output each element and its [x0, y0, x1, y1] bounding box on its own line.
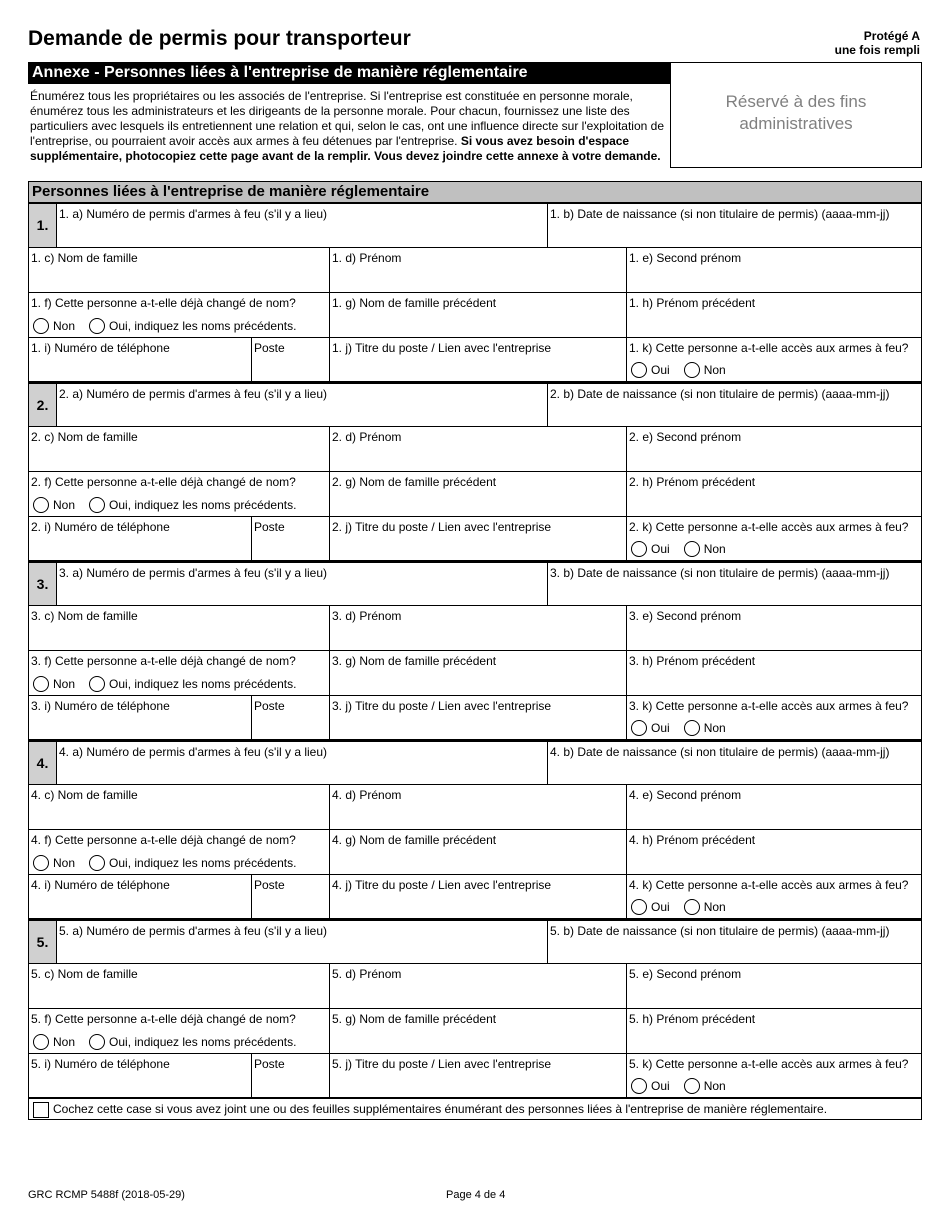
- job-title-field[interactable]: [329, 695, 627, 740]
- birth-date-label: 3. b) Date de naissance (si non titulaire de permis) (aaaa-mm-jj): [550, 566, 890, 580]
- first-name-field[interactable]: [329, 605, 627, 651]
- name-change-label: 3. f) Cette personne a-t-elle déjà changé de nom?: [31, 654, 296, 668]
- name-change-question: [28, 292, 330, 338]
- additional-sheets-row: [28, 1098, 922, 1120]
- extension-field[interactable]: [251, 695, 330, 740]
- firearms-licence-label: 3. a) Numéro de permis d'armes à feu (s'il y a lieu): [59, 566, 328, 580]
- middle-name-field[interactable]: [626, 426, 922, 472]
- phone-field[interactable]: [28, 516, 252, 561]
- previous-last-name-field[interactable]: [329, 471, 627, 517]
- extension-label: Poste: [254, 341, 285, 355]
- first-name-label: 1. d) Prénom: [332, 251, 402, 265]
- firearms-licence-field[interactable]: [56, 382, 548, 427]
- firearms-licence-label: 2. a) Numéro de permis d'armes à feu (s'il y a lieu): [59, 387, 328, 401]
- firearms-licence-field[interactable]: [56, 561, 548, 606]
- firearms-access-no-radio[interactable]: [684, 720, 700, 736]
- firearms-access-question: [626, 1053, 922, 1098]
- previous-last-name-field[interactable]: [329, 650, 627, 696]
- name-change-options: [31, 854, 308, 871]
- name-change-yes-radio[interactable]: [89, 855, 105, 871]
- firearms-licence-field[interactable]: [56, 740, 548, 785]
- birth-date-label: 5. b) Date de naissance (si non titulaire de permis) (aaaa-mm-jj): [550, 924, 890, 938]
- extension-field[interactable]: [251, 874, 330, 919]
- job-title-label: 1. j) Titre du poste / Lien avec l'entreprise: [332, 341, 552, 355]
- firearms-licence-field[interactable]: [56, 203, 548, 248]
- job-title-label: 2. j) Titre du poste / Lien avec l'entreprise: [332, 520, 552, 534]
- birth-date-field[interactable]: [547, 203, 922, 248]
- name-change-yes-label: Oui, indiquez les noms précédents.: [109, 319, 297, 333]
- last-name-label: 3. c) Nom de famille: [31, 609, 138, 623]
- birth-date-field[interactable]: [547, 561, 922, 606]
- name-change-question: [28, 1008, 330, 1054]
- first-name-label: 5. d) Prénom: [332, 967, 402, 981]
- extension-field[interactable]: [251, 337, 330, 382]
- phone-label: 4. i) Numéro de téléphone: [31, 878, 170, 892]
- previous-first-name-label: 3. h) Prénom précédent: [629, 654, 756, 668]
- name-change-no-label: Non: [53, 498, 76, 512]
- first-name-label: 2. d) Prénom: [332, 430, 402, 444]
- firearms-access-yes-label: Oui: [651, 1079, 670, 1093]
- phone-field[interactable]: [28, 695, 252, 740]
- last-name-label: 1. c) Nom de famille: [31, 251, 138, 265]
- previous-last-name-label: 1. g) Nom de famille précédent: [332, 296, 497, 310]
- firearms-access-question: [626, 337, 922, 382]
- protection-line-2: une fois rempli: [834, 43, 920, 57]
- administrative-use-box: Réservé à des fins administratives: [670, 62, 922, 168]
- extension-label: Poste: [254, 699, 285, 713]
- person-block: [28, 919, 922, 1098]
- name-change-no-label: Non: [53, 319, 76, 333]
- firearms-access-no-label: Non: [703, 900, 726, 914]
- firearms-access-yes-radio[interactable]: [631, 541, 647, 557]
- previous-first-name-field[interactable]: [626, 650, 922, 696]
- name-change-options: [31, 317, 308, 334]
- previous-last-name-field[interactable]: [329, 292, 627, 338]
- previous-last-name-label: 5. g) Nom de famille précédent: [332, 1012, 497, 1026]
- extension-label: Poste: [254, 520, 285, 534]
- middle-name-label: 2. e) Second prénom: [629, 430, 742, 444]
- previous-first-name-field[interactable]: [626, 471, 922, 517]
- birth-date-field[interactable]: [547, 740, 922, 785]
- person-number: 5.: [28, 919, 57, 964]
- middle-name-label: 4. e) Second prénom: [629, 788, 742, 802]
- firearms-access-label: 5. k) Cette personne a-t-elle accès aux armes à feu?: [629, 1057, 909, 1071]
- phone-field[interactable]: [28, 337, 252, 382]
- name-change-no-label: Non: [53, 856, 76, 870]
- job-title-field[interactable]: [329, 874, 627, 919]
- name-change-no-label: Non: [53, 1035, 76, 1049]
- name-change-yes-radio[interactable]: [89, 497, 105, 513]
- name-change-label: 5. f) Cette personne a-t-elle déjà changé de nom?: [31, 1012, 296, 1026]
- phone-label: 1. i) Numéro de téléphone: [31, 341, 170, 355]
- previous-first-name-label: 1. h) Prénom précédent: [629, 296, 756, 310]
- extension-field[interactable]: [251, 516, 330, 561]
- first-name-field[interactable]: [329, 784, 627, 830]
- first-name-label: 4. d) Prénom: [332, 788, 402, 802]
- protection-label: [835, 29, 920, 57]
- person-block: [28, 740, 922, 919]
- annex-title: Annexe - Personnes liées à l'entreprise de manière réglementaire: [28, 62, 670, 84]
- first-name-field[interactable]: [329, 426, 627, 472]
- middle-name-label: 3. e) Second prénom: [629, 609, 742, 623]
- protection-line-1: Protégé A: [863, 29, 920, 43]
- name-change-no-radio[interactable]: [33, 318, 49, 334]
- firearms-access-options: [629, 540, 738, 557]
- birth-date-label: 2. b) Date de naissance (si non titulaire de permis) (aaaa-mm-jj): [550, 387, 890, 401]
- phone-field[interactable]: [28, 874, 252, 919]
- name-change-no-label: Non: [53, 677, 76, 691]
- birth-date-label: 1. b) Date de naissance (si non titulaire de permis) (aaaa-mm-jj): [550, 207, 890, 221]
- first-name-field[interactable]: [329, 963, 627, 1009]
- firearms-access-yes-label: Oui: [651, 900, 670, 914]
- firearms-access-options: [629, 1077, 738, 1094]
- previous-first-name-label: 2. h) Prénom précédent: [629, 475, 756, 489]
- name-change-options: [31, 496, 308, 513]
- firearms-licence-label: 1. a) Numéro de permis d'armes à feu (s'il y a lieu): [59, 207, 328, 221]
- firearms-access-no-label: Non: [703, 721, 726, 735]
- first-name-label: 3. d) Prénom: [332, 609, 402, 623]
- firearms-access-yes-label: Oui: [651, 721, 670, 735]
- firearms-access-yes-label: Oui: [651, 363, 670, 377]
- extension-label: Poste: [254, 1057, 285, 1071]
- firearms-licence-field[interactable]: [56, 919, 548, 964]
- last-name-field[interactable]: [28, 963, 330, 1009]
- previous-last-name-label: 3. g) Nom de famille précédent: [332, 654, 497, 668]
- annex-instructions: [30, 89, 666, 164]
- previous-first-name-label: 4. h) Prénom précédent: [629, 833, 756, 847]
- last-name-field[interactable]: [28, 784, 330, 830]
- job-title-label: 3. j) Titre du poste / Lien avec l'entreprise: [332, 699, 552, 713]
- additional-sheets-label: Cochez cette case si vous avez joint une ou des feuilles supplémentaires énumérant des personnes liées à l'entreprise de manière réglementaire.: [53, 1102, 828, 1116]
- firearms-access-yes-radio[interactable]: [631, 899, 647, 915]
- name-change-options: [31, 1033, 308, 1050]
- firearms-access-no-label: Non: [703, 363, 726, 377]
- firearms-access-no-radio[interactable]: [684, 362, 700, 378]
- firearms-access-yes-label: Oui: [651, 542, 670, 556]
- name-change-yes-label: Oui, indiquez les noms précédents.: [109, 1035, 297, 1049]
- middle-name-field[interactable]: [626, 963, 922, 1009]
- job-title-field[interactable]: [329, 1053, 627, 1098]
- person-number: 1.: [28, 203, 57, 248]
- person-block: [28, 561, 922, 740]
- middle-name-field[interactable]: [626, 247, 922, 293]
- firearms-access-options: [629, 898, 738, 915]
- last-name-label: 4. c) Nom de famille: [31, 788, 138, 802]
- last-name-field[interactable]: [28, 605, 330, 651]
- previous-first-name-field[interactable]: [626, 1008, 922, 1054]
- firearms-access-no-radio[interactable]: [684, 1078, 700, 1094]
- birth-date-field[interactable]: [547, 919, 922, 964]
- name-change-label: 1. f) Cette personne a-t-elle déjà changé de nom?: [31, 296, 296, 310]
- extension-label: Poste: [254, 878, 285, 892]
- phone-label: 3. i) Numéro de téléphone: [31, 699, 170, 713]
- firearms-access-label: 4. k) Cette personne a-t-elle accès aux armes à feu?: [629, 878, 909, 892]
- name-change-no-radio[interactable]: [33, 1034, 49, 1050]
- page-number: Page 4 de 4: [446, 1189, 506, 1201]
- job-title-field[interactable]: [329, 516, 627, 561]
- last-name-field[interactable]: [28, 426, 330, 472]
- name-change-yes-label: Oui, indiquez les noms précédents.: [109, 498, 297, 512]
- previous-last-name-label: 2. g) Nom de famille précédent: [332, 475, 497, 489]
- middle-name-label: 1. e) Second prénom: [629, 251, 742, 265]
- name-change-question: [28, 471, 330, 517]
- middle-name-field[interactable]: [626, 605, 922, 651]
- previous-first-name-label: 5. h) Prénom précédent: [629, 1012, 756, 1026]
- firearms-access-yes-radio[interactable]: [631, 362, 647, 378]
- form-identifier: GRC RCMP 5488f (2018-05-29): [28, 1189, 185, 1201]
- name-change-yes-label: Oui, indiquez les noms précédents.: [109, 856, 297, 870]
- name-change-yes-radio[interactable]: [89, 676, 105, 692]
- previous-last-name-field[interactable]: [329, 1008, 627, 1054]
- name-change-label: 4. f) Cette personne a-t-elle déjà changé de nom?: [31, 833, 296, 847]
- job-title-label: 4. j) Titre du poste / Lien avec l'entreprise: [332, 878, 552, 892]
- firearms-access-label: 2. k) Cette personne a-t-elle accès aux armes à feu?: [629, 520, 909, 534]
- instructions-bold-text: Si vous avez besoin d'espace supplémentaire, photocopiez cette page avant de la remplir. Vous devez joindre cette annexe à votre demande.: [30, 134, 661, 163]
- firearms-access-label: 1. k) Cette personne a-t-elle accès aux armes à feu?: [629, 341, 909, 355]
- firearms-access-question: [626, 516, 922, 561]
- firearms-access-no-label: Non: [703, 1079, 726, 1093]
- person-block: [28, 203, 922, 382]
- previous-last-name-label: 4. g) Nom de famille précédent: [332, 833, 497, 847]
- name-change-label: 2. f) Cette personne a-t-elle déjà changé de nom?: [31, 475, 296, 489]
- phone-label: 2. i) Numéro de téléphone: [31, 520, 170, 534]
- phone-field[interactable]: [28, 1053, 252, 1098]
- firearms-licence-label: 5. a) Numéro de permis d'armes à feu (s'il y a lieu): [59, 924, 328, 938]
- last-name-label: 2. c) Nom de famille: [31, 430, 138, 444]
- middle-name-field[interactable]: [626, 784, 922, 830]
- firearms-access-question: [626, 695, 922, 740]
- name-change-question: [28, 829, 330, 875]
- instructions-text: Énumérez tous les propriétaires ou les associés de l'entreprise. Si l'entreprise est constituée en personne morale, énumérez tous les administrateurs et les dirigeants de la personne morale. Pour chacun, fournissez une liste des particuliers avec lesquels ils entretiennent une relation et qui, selon le cas, ont une influence directe sur l'exploitation de l'entreprise, ou pourraient avoir accès aux armes à feu détenues par l'entreprise.: [30, 89, 665, 148]
- middle-name-label: 5. e) Second prénom: [629, 967, 742, 981]
- person-number: 3.: [28, 561, 57, 606]
- job-title-label: 5. j) Titre du poste / Lien avec l'entreprise: [332, 1057, 552, 1071]
- birth-date-field[interactable]: [547, 382, 922, 427]
- birth-date-label: 4. b) Date de naissance (si non titulaire de permis) (aaaa-mm-jj): [550, 745, 890, 759]
- previous-first-name-field[interactable]: [626, 829, 922, 875]
- person-number: 4.: [28, 740, 57, 785]
- previous-last-name-field[interactable]: [329, 829, 627, 875]
- name-change-question: [28, 650, 330, 696]
- extension-field[interactable]: [251, 1053, 330, 1098]
- previous-first-name-field[interactable]: [626, 292, 922, 338]
- name-change-no-radio[interactable]: [33, 855, 49, 871]
- firearms-access-options: [629, 719, 738, 736]
- firearms-access-label: 3. k) Cette personne a-t-elle accès aux armes à feu?: [629, 699, 909, 713]
- person-block: [28, 382, 922, 561]
- firearms-access-no-radio[interactable]: [684, 541, 700, 557]
- name-change-options: [31, 675, 308, 692]
- firearms-access-no-label: Non: [703, 542, 726, 556]
- form-title: Demande de permis pour transporteur: [28, 27, 411, 50]
- phone-label: 5. i) Numéro de téléphone: [31, 1057, 170, 1071]
- section-header: Personnes liées à l'entreprise de manière réglementaire: [28, 181, 922, 203]
- first-name-field[interactable]: [329, 247, 627, 293]
- name-change-yes-radio[interactable]: [89, 1034, 105, 1050]
- firearms-access-yes-radio[interactable]: [631, 720, 647, 736]
- job-title-field[interactable]: [329, 337, 627, 382]
- last-name-label: 5. c) Nom de famille: [31, 967, 138, 981]
- name-change-yes-label: Oui, indiquez les noms précédents.: [109, 677, 297, 691]
- firearms-access-options: [629, 361, 738, 378]
- name-change-yes-radio[interactable]: [89, 318, 105, 334]
- last-name-field[interactable]: [28, 247, 330, 293]
- name-change-no-radio[interactable]: [33, 497, 49, 513]
- additional-sheets-checkbox[interactable]: [33, 1102, 49, 1118]
- firearms-access-no-radio[interactable]: [684, 899, 700, 915]
- firearms-access-question: [626, 874, 922, 919]
- firearms-licence-label: 4. a) Numéro de permis d'armes à feu (s'il y a lieu): [59, 745, 328, 759]
- name-change-no-radio[interactable]: [33, 676, 49, 692]
- firearms-access-yes-radio[interactable]: [631, 1078, 647, 1094]
- person-number: 2.: [28, 382, 57, 427]
